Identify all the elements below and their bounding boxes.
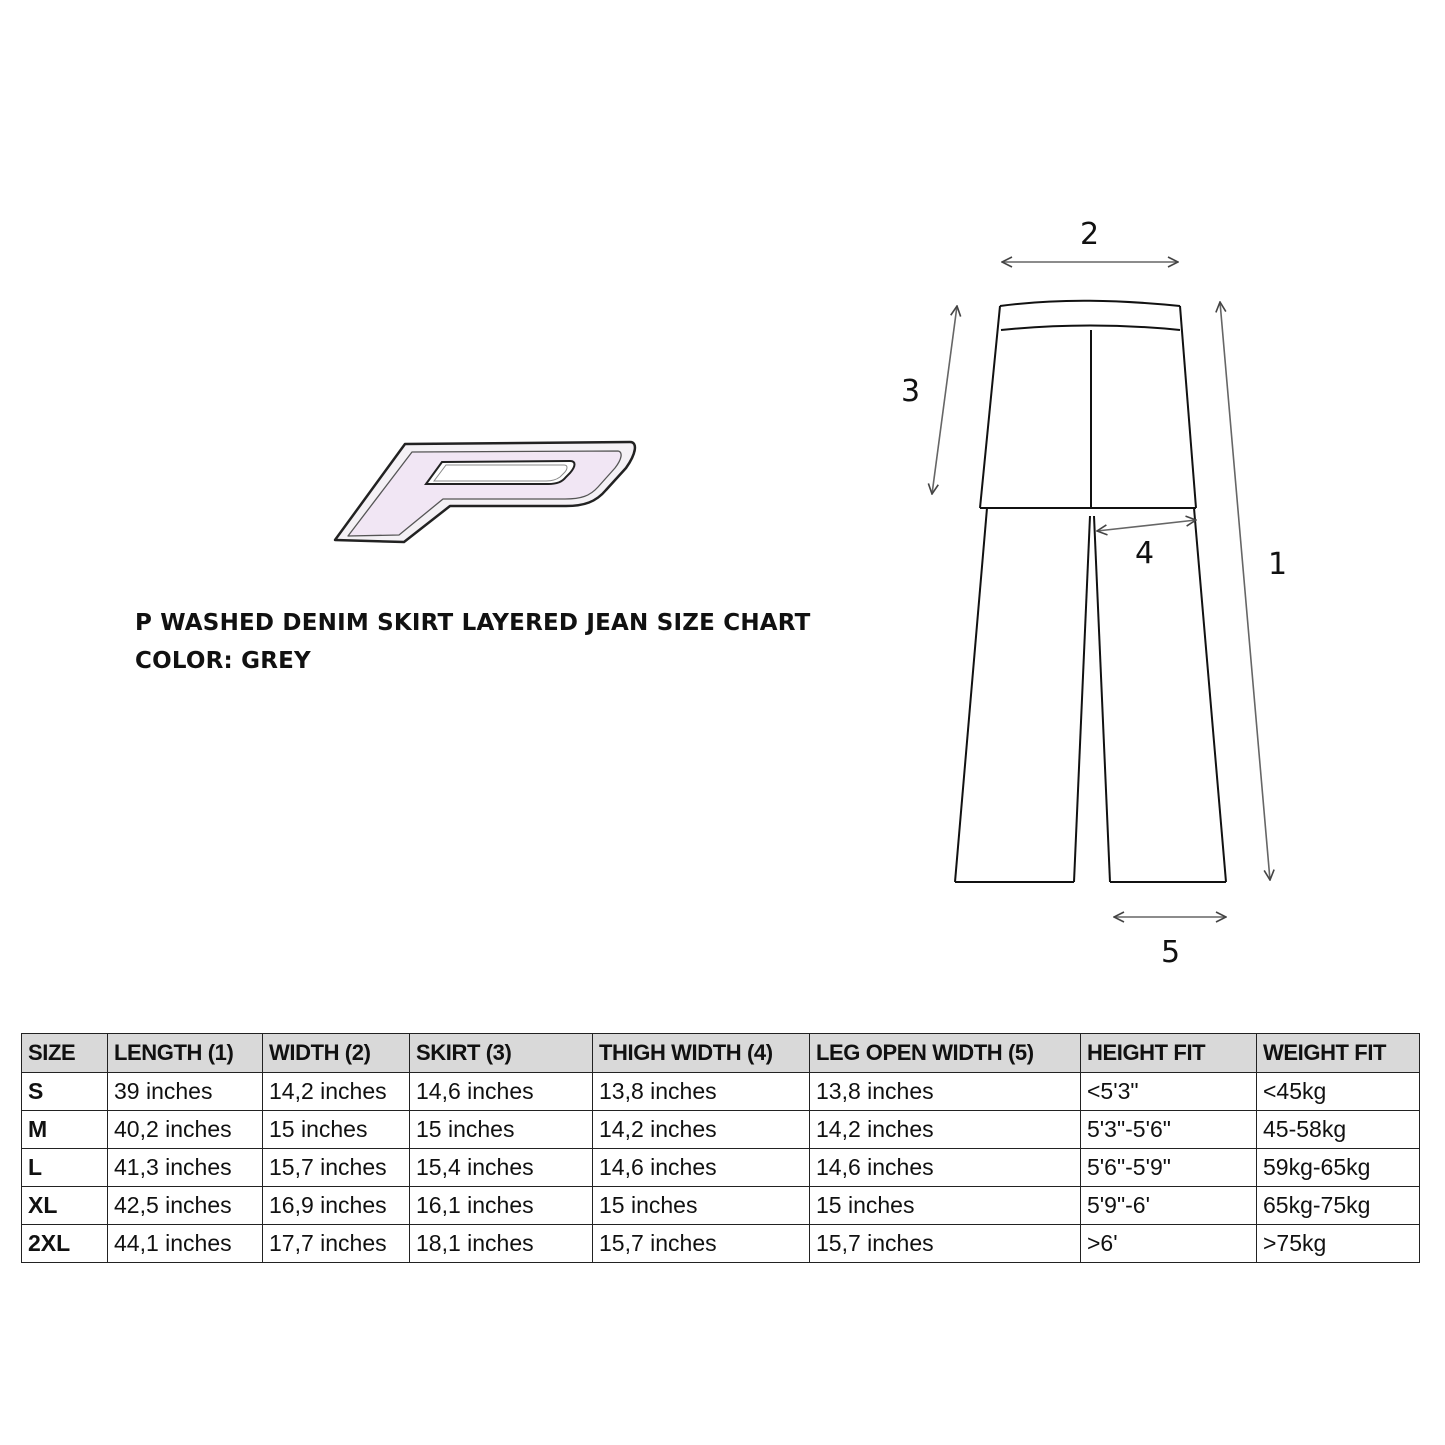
cell-thigh-width: 13,8 inches <box>593 1073 810 1111</box>
table-row <box>22 1187 1420 1225</box>
table-row <box>22 1111 1420 1149</box>
color-label: COLOR: GREY <box>135 648 311 674</box>
cell-leg-open-width: 15,7 inches <box>810 1225 1081 1263</box>
cell-length: 41,3 inches <box>108 1149 263 1187</box>
size-table <box>21 1033 1420 1263</box>
cell-skirt: 18,1 inches <box>410 1225 593 1263</box>
measurement-diagram <box>880 200 1340 980</box>
cell-thigh-width: 15,7 inches <box>593 1225 810 1263</box>
cell-height-fit: 5'9"-6' <box>1081 1187 1257 1225</box>
cell-height-fit: >6' <box>1081 1225 1257 1263</box>
header-height-fit: HEIGHT FIT <box>1081 1034 1257 1073</box>
cell-thigh-width: 15 inches <box>593 1187 810 1225</box>
cell-thigh-width: 14,2 inches <box>593 1111 810 1149</box>
cell-width: 14,2 inches <box>263 1073 410 1111</box>
label-leg-open: 5 <box>1161 935 1181 970</box>
cell-width: 15 inches <box>263 1111 410 1149</box>
cell-skirt: 15 inches <box>410 1111 593 1149</box>
cell-weight-fit: <45kg <box>1257 1073 1420 1111</box>
cell-skirt: 15,4 inches <box>410 1149 593 1187</box>
cell-size: 2XL <box>22 1225 108 1263</box>
title-block <box>135 604 811 680</box>
table-row <box>22 1149 1420 1187</box>
cell-width: 16,9 inches <box>263 1187 410 1225</box>
cell-size: S <box>22 1073 108 1111</box>
header-skirt: SKIRT (3) <box>410 1034 593 1073</box>
table-header-row <box>22 1034 1420 1073</box>
label-skirt: 3 <box>901 374 921 409</box>
cell-height-fit: 5'3"-5'6" <box>1081 1111 1257 1149</box>
header-thigh-width: THIGH WIDTH (4) <box>593 1034 810 1073</box>
cell-leg-open-width: 14,6 inches <box>810 1149 1081 1187</box>
length-arrow <box>1220 302 1270 880</box>
header-leg-open-width: LEG OPEN WIDTH (5) <box>810 1034 1081 1073</box>
skirt-arrow <box>932 306 957 494</box>
page-title: P WASHED DENIM SKIRT LAYERED JEAN SIZE CHART <box>135 610 811 636</box>
cell-weight-fit: 59kg-65kg <box>1257 1149 1420 1187</box>
cell-size: M <box>22 1111 108 1149</box>
thigh-arrow <box>1097 520 1196 531</box>
header-size: SIZE <box>22 1034 108 1073</box>
cell-weight-fit: >75kg <box>1257 1225 1420 1263</box>
cell-weight-fit: 65kg-75kg <box>1257 1187 1420 1225</box>
cell-leg-open-width: 15 inches <box>810 1187 1081 1225</box>
brand-logo <box>330 432 640 547</box>
cell-weight-fit: 45-58kg <box>1257 1111 1420 1149</box>
label-thigh: 4 <box>1135 536 1155 571</box>
cell-skirt: 16,1 inches <box>410 1187 593 1225</box>
cell-length: 39 inches <box>108 1073 263 1111</box>
table-row <box>22 1073 1420 1111</box>
cell-height-fit: 5'6"-5'9" <box>1081 1149 1257 1187</box>
measurement-arrows <box>932 262 1270 917</box>
cell-size: XL <box>22 1187 108 1225</box>
cell-width: 15,7 inches <box>263 1149 410 1187</box>
header-weight-fit: WEIGHT FIT <box>1257 1034 1420 1073</box>
p-letter-logo-icon <box>335 442 635 542</box>
cell-length: 42,5 inches <box>108 1187 263 1225</box>
cell-thigh-width: 14,6 inches <box>593 1149 810 1187</box>
label-length: 1 <box>1268 547 1288 582</box>
cell-length: 40,2 inches <box>108 1111 263 1149</box>
label-width: 2 <box>1080 217 1100 252</box>
cell-height-fit: <5'3" <box>1081 1073 1257 1111</box>
cell-skirt: 14,6 inches <box>410 1073 593 1111</box>
table-row <box>22 1225 1420 1263</box>
cell-width: 17,7 inches <box>263 1225 410 1263</box>
cell-length: 44,1 inches <box>108 1225 263 1263</box>
pants-outline-icon <box>955 301 1226 882</box>
header-width: WIDTH (2) <box>263 1034 410 1073</box>
header-length: LENGTH (1) <box>108 1034 263 1073</box>
cell-size: L <box>22 1149 108 1187</box>
cell-leg-open-width: 14,2 inches <box>810 1111 1081 1149</box>
cell-leg-open-width: 13,8 inches <box>810 1073 1081 1111</box>
